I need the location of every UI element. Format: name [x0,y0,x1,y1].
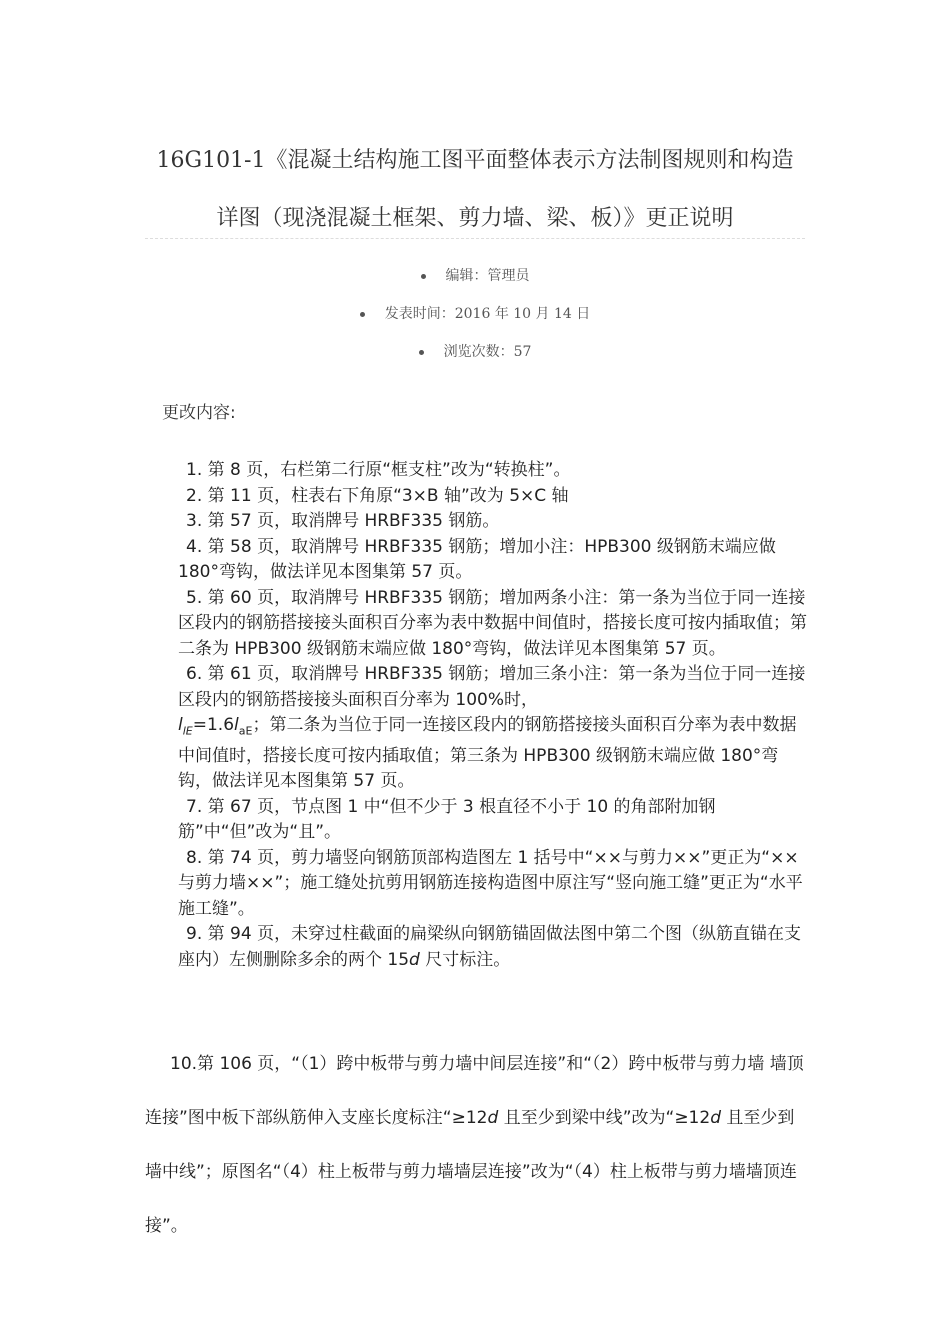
correction-item-9-part-a: 9. 第 94 页，未穿过柱截面的扁梁纵向钢筋锚固做法图中第二个图（纵筋直锚在支座内）左侧删除多余的两个 15 [178,924,802,970]
meta-editor [145,257,805,295]
symbol-d: d [710,1108,721,1128]
correction-item-5: 5. 第 60 页，取消牌号 HRBF335 钢筋；增加两条小注：第一条为当位于同一连接区段内的钢筋搭接接头面积百分率为表中数据中间值时，搭接长度可按内插取值；第二条为 HPB300 级钢筋末端应做 180°弯钩，做法详见本图集第 57 页。 [178,587,807,659]
correction-item-1: 1. 第 8 页，右栏第二行原“框支柱”改为“转换柱”。 [186,460,571,480]
title-divider [145,238,805,239]
correction-item [178,535,808,586]
correction-item-10-part-c: 且至少到墙中线”；原图名“（4）柱上板带与剪力墙墙层连接”改为“（4）柱上板带与剪力墙墙顶连接”。 [145,1108,797,1236]
correction-item [178,509,808,535]
correction-item [178,795,808,846]
correction-list [178,458,808,973]
correction-item-8: 8. 第 74 页，剪力墙竖向钢筋顶部构造图左 1 括号中“××与剪力××”更正为“××与剪力墙××”；施工缝处抗剪用钢筋连接构造图中原注写“竖向施工缝”更正为“水平施工缝”。 [178,847,803,919]
correction-item [178,484,808,510]
correction-item-6-part-a: 6. 第 61 页，取消牌号 HRBF335 钢筋；增加三条小注：第一条为当位于同一连接区段内的钢筋搭接接头面积百分率为 100%时， [178,664,806,710]
bullet-icon [421,274,426,279]
correction-item [178,662,808,795]
meta-editor-text: 编辑：管理员 [445,268,530,284]
correction-item-9-part-b: 尺寸标注。 [419,949,511,970]
correction-item-6-part-b: ；第二条为当位于同一连接区段内的钢筋搭接接头面积百分率为表中数据中间值时，搭接长度可按内插取值；第三条为 HPB300 级钢筋末端应做 180°弯钩，做法详见本图集第 57 页。 [178,715,797,792]
correction-item-10-part-b: 且至少到梁中线”改为“≥12 [498,1108,711,1128]
meta-published [145,295,805,333]
correction-item-10 [145,1037,807,1253]
formula-l2: l [234,715,239,735]
formula-l: l [178,715,183,735]
bullet-icon [419,350,424,355]
correction-item-10-part-a: 10.第 106 页，“（1）跨中板带与剪力墙中间层连接”和“（2）跨中板带与剪力墙 墙顶连接”图中板下部纵筋伸入支座长度标注“≥12 [145,1054,804,1128]
page-title [130,132,820,248]
correction-item-4: 4. 第 58 页，取消牌号 HRBF335 钢筋；增加小注：HPB300 级钢筋末端应做 180°弯钩，做法详见本图集第 57 页。 [178,536,776,582]
correction-item [178,922,808,973]
meta-views-text: 浏览次数：57 [443,344,532,360]
formula-eq: =1.6 [192,715,235,735]
correction-item [178,458,808,484]
formula-sub-le: lE [182,724,193,738]
correction-item-2: 2. 第 11 页，柱表右下角原“3×B 轴”改为 5×C 轴 [186,485,569,506]
meta-views [145,333,805,371]
article-meta [145,257,805,371]
correction-item [178,846,808,923]
formula-sub-ae: aE [238,724,253,738]
section-label: 更改内容: [162,403,236,423]
correction-item-7: 7. 第 67 页，节点图 1 中“但不少于 3 根直径不小于 10 的角部附加钢筋”中“但”改为“且”。 [178,796,716,843]
correction-item [178,586,808,663]
symbol-d: d [487,1108,499,1128]
meta-published-text: 发表时间：2016 年 10 月 14 日 [384,306,591,322]
correction-item-3: 3. 第 57 页，取消牌号 HRBF335 钢筋。 [186,511,500,531]
symbol-d: d [409,949,420,970]
title-line-2: 详图（现浇混凝土框架、剪力墙、梁、板）》更正说明 [216,206,734,231]
bullet-icon [360,312,365,317]
title-line-1: 16G101-1《混凝土结构施工图平面整体表示方法制图规则和构造 [156,148,794,173]
